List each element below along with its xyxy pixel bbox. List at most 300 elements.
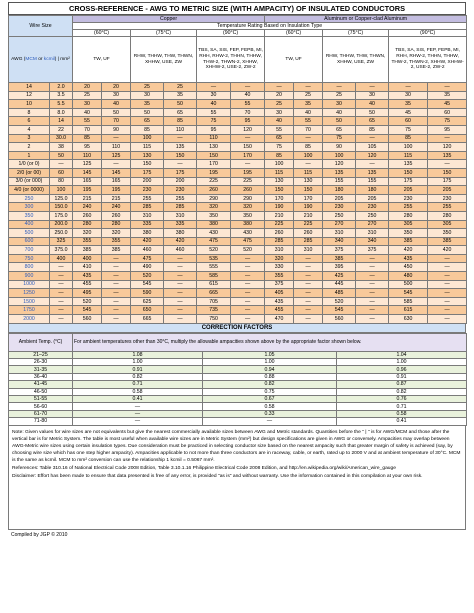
ampacity-cell: 115 <box>389 151 428 160</box>
ampacity-cell: 280 <box>102 220 131 229</box>
table-row <box>9 237 467 246</box>
ampacity-cell: — <box>428 263 467 272</box>
ampacity-cell: 285 <box>131 203 164 212</box>
ampacity-cell: 170 <box>231 151 265 160</box>
table-row <box>9 263 467 272</box>
ampacity-cell: — <box>294 280 323 289</box>
ampacity-cell: — <box>428 315 467 324</box>
ampacity-cell: — <box>231 306 265 315</box>
ampacity-cell: 165 <box>102 177 131 186</box>
ampacity-cell: 135 <box>389 160 428 169</box>
ampacity-cell: 195 <box>73 186 102 195</box>
table-row <box>9 297 467 306</box>
correction-factor-cell: 1.00 <box>73 359 203 366</box>
correction-factor-cell: 0.33 <box>203 410 337 417</box>
ampacity-cell: — <box>102 306 131 315</box>
ampacity-cell: 420 <box>164 237 197 246</box>
ampacity-cell: 70 <box>73 125 102 134</box>
ampacity-cell: 355 <box>73 237 102 246</box>
ampacity-cell: 225 <box>197 177 231 186</box>
ampacity-cell: — <box>231 289 265 298</box>
insulation-type-header-0: TW, UF <box>73 37 131 83</box>
ampacity-cell: 135 <box>356 168 389 177</box>
correction-factor-cell: 0.96 <box>337 366 467 373</box>
temp-header-5: (90°C) <box>389 30 467 37</box>
ampacity-cell: — <box>164 254 197 263</box>
references-text: References: Table 310.16 of National Electrical Code 2008 Edition, Table 3.10.1.16 Philippine Electrical Code 2008 Edition, and http://en.wikipedia.org/wiki/American_wire_gauge <box>12 465 396 471</box>
ampacity-cell: 520 <box>197 246 231 255</box>
awg-cell: 1500 <box>9 297 50 306</box>
ampacity-cell: 75 <box>389 125 428 134</box>
ampacity-cell: 385 <box>323 254 356 263</box>
ampacity-cell: 25 <box>323 91 356 100</box>
ampacity-cell: 65 <box>323 125 356 134</box>
mm2-cell: 400 <box>50 254 73 263</box>
temp-header-0: (60°C) <box>73 30 131 37</box>
correction-factor-cell: 0.82 <box>337 388 467 395</box>
ampacity-cell: 430 <box>231 229 265 238</box>
ampacity-cell: 400 <box>73 254 102 263</box>
ampacity-cell: 40 <box>294 108 323 117</box>
ampacity-cell: — <box>294 306 323 315</box>
ampacity-cell: 615 <box>389 306 428 315</box>
correction-factor-cell: 0.71 <box>337 403 467 410</box>
ampacity-cell: 115 <box>131 143 164 152</box>
awg-cell: 700 <box>9 246 50 255</box>
insulation-type-header-2: TBS, SA, SIS, FEP, FEPB, MI, RHH, RHW-2, THHN, THHW, THW-2, THWN-2, XHHW, XHHW-2, USE-2, ZW-2 <box>197 37 265 83</box>
ampacity-cell: 280 <box>389 211 428 220</box>
awg-cell: 1/0 (or 0) <box>9 160 50 169</box>
ampacity-cell: — <box>164 272 197 281</box>
ampacity-cell: 180 <box>323 186 356 195</box>
ampacity-cell: 55 <box>265 125 294 134</box>
ampacity-cell: 320 <box>231 203 265 212</box>
awg-cell: 8 <box>9 108 50 117</box>
ampacity-cell: 450 <box>389 263 428 272</box>
ampacity-cell: 230 <box>356 203 389 212</box>
ampacity-cell: 340 <box>323 237 356 246</box>
ampacity-cell: 30 <box>356 91 389 100</box>
ampacity-cell: 330 <box>265 263 294 272</box>
ampacity-cell: — <box>164 280 197 289</box>
ampacity-cell: — <box>294 289 323 298</box>
ampacity-cell: 40 <box>356 100 389 109</box>
ampacity-cell: 490 <box>131 263 164 272</box>
ampacity-cell: 375 <box>356 246 389 255</box>
table-row <box>9 168 467 177</box>
ampacity-cell: — <box>231 83 265 92</box>
ampacity-cell: 95 <box>231 117 265 126</box>
ampacity-cell: — <box>102 289 131 298</box>
ampacity-cell: 735 <box>197 306 231 315</box>
correction-row <box>9 418 467 425</box>
ampacity-cell: 45 <box>389 108 428 117</box>
ampacity-cell: 150 <box>428 168 467 177</box>
ampacity-cell: 270 <box>356 220 389 229</box>
ampacity-cell: — <box>164 263 197 272</box>
ampacity-cell: 155 <box>323 177 356 186</box>
ambient-temp-cell: 51-55 <box>9 395 73 402</box>
ampacity-cell: 320 <box>197 203 231 212</box>
ampacity-cell: 520 <box>231 246 265 255</box>
correction-row <box>9 366 467 373</box>
awg-cell: 12 <box>9 91 50 100</box>
correction-factor-cell: — <box>73 410 203 417</box>
ampacity-cell: 40 <box>231 91 265 100</box>
ampacity-cell: 200 <box>164 177 197 186</box>
correction-factor-cell: 0.58 <box>337 410 467 417</box>
ampacity-cell: 630 <box>389 315 428 324</box>
ampacity-cell: — <box>356 315 389 324</box>
mm2-cell: 175.0 <box>50 211 73 220</box>
ampacity-cell: 100 <box>131 134 164 143</box>
mm2-cell: 2.0 <box>50 83 73 92</box>
ampacity-cell: 260 <box>231 186 265 195</box>
ampacity-cell: 545 <box>389 289 428 298</box>
ampacity-cell: 255 <box>389 203 428 212</box>
ampacity-cell: — <box>294 272 323 281</box>
ampacity-cell: 475 <box>131 254 164 263</box>
ampacity-cell: 150 <box>131 160 164 169</box>
table-row <box>9 91 467 100</box>
ambient-temp-cell: 26-30 <box>9 359 73 366</box>
temp-rating-header: Temperature Rating Based on Insulation Type <box>73 23 467 30</box>
table-row <box>9 254 467 263</box>
disclaimer-text: Disclaimer: Effort has been made to ensure that data presented is free of any error, is provided "as is" and without warranty. Use the information contained in this compilation at your own risk. <box>12 473 423 479</box>
ampacity-cell: 585 <box>197 272 231 281</box>
ampacity-cell: — <box>231 272 265 281</box>
correction-factor-cell: 0.76 <box>337 395 467 402</box>
ampacity-cell: 120 <box>428 143 467 152</box>
ambient-temp-cell: 56-60 <box>9 403 73 410</box>
ampacity-cell: 125 <box>73 160 102 169</box>
ampacity-cell: 40 <box>265 117 294 126</box>
ampacity-cell: 25 <box>73 91 102 100</box>
table-row <box>9 203 467 212</box>
ampacity-cell: — <box>428 83 467 92</box>
table-row <box>9 125 467 134</box>
ampacity-cell: 145 <box>73 168 102 177</box>
ampacity-cell: — <box>102 272 131 281</box>
ampacity-cell: — <box>428 134 467 143</box>
insulation-type-header-1: RHW, THHW, THW, THWN, XHHW, USE, ZW <box>131 37 197 83</box>
ampacity-cell: — <box>356 263 389 272</box>
ampacity-cell: 375 <box>323 246 356 255</box>
ampacity-cell: 445 <box>323 280 356 289</box>
awg-cell: 6 <box>9 117 50 126</box>
ampacity-cell: 380 <box>131 229 164 238</box>
awg-cell: 3 <box>9 134 50 143</box>
awg-cell: 1 <box>9 151 50 160</box>
ampacity-cell: 320 <box>265 254 294 263</box>
ampacity-cell: 310 <box>294 246 323 255</box>
ampacity-cell: — <box>428 297 467 306</box>
ampacity-cell: 305 <box>389 220 428 229</box>
ampacity-cell: — <box>294 263 323 272</box>
table-row <box>9 143 467 152</box>
ampacity-cell: 385 <box>389 237 428 246</box>
awg-cell: 250 <box>9 194 50 203</box>
table-row <box>9 100 467 109</box>
ampacity-cell: 285 <box>164 203 197 212</box>
ambient-temp-cell: 21–25 <box>9 351 73 358</box>
awg-cell: 900 <box>9 272 50 281</box>
insulation-type-header-3: TW, UF <box>265 37 323 83</box>
ampacity-cell: 55 <box>73 117 102 126</box>
ampacity-cell: — <box>102 254 131 263</box>
ampacity-cell: 65 <box>356 117 389 126</box>
ampacity-cell: 150 <box>265 186 294 195</box>
ampacity-cell: — <box>428 289 467 298</box>
ampacity-cell: 615 <box>197 280 231 289</box>
ampacity-cell: 195 <box>231 168 265 177</box>
ampacity-cell: — <box>231 280 265 289</box>
ambient-temp-cell: 46-50 <box>9 388 73 395</box>
correction-factor-cell: — <box>73 418 203 425</box>
ampacity-cell: 290 <box>231 194 265 203</box>
credit-text: Compiled by JGP © 2010 <box>11 531 68 538</box>
correction-factor-cell: 0.91 <box>337 373 467 380</box>
correction-factor-cell: 0.87 <box>337 381 467 388</box>
ampacity-cell: — <box>389 83 428 92</box>
ampacity-cell: — <box>428 272 467 281</box>
ampacity-cell: 320 <box>73 229 102 238</box>
ampacity-cell: — <box>428 306 467 315</box>
ampacity-cell: 150 <box>231 143 265 152</box>
ampacity-cell: 25 <box>131 83 164 92</box>
ampacity-cell: 240 <box>102 203 131 212</box>
table-row <box>9 186 467 195</box>
ampacity-cell: — <box>356 83 389 92</box>
ampacity-cell: — <box>356 254 389 263</box>
ampacity-cell: 280 <box>428 211 467 220</box>
ampacity-cell: 355 <box>102 237 131 246</box>
awg-cell: 4 <box>9 125 50 134</box>
ampacity-cell: 260 <box>294 229 323 238</box>
ampacity-cell: 60 <box>389 117 428 126</box>
ampacity-cell: 100 <box>323 151 356 160</box>
ampacity-cell: 180 <box>356 186 389 195</box>
ampacity-cell: 305 <box>428 220 467 229</box>
ampacity-cell: 35 <box>428 91 467 100</box>
ampacity-cell: — <box>356 272 389 281</box>
ampacity-cell: 285 <box>265 237 294 246</box>
mm2-cell: — <box>50 272 73 281</box>
ampacity-cell: 225 <box>294 220 323 229</box>
ampacity-cell: 250 <box>323 211 356 220</box>
correction-factor-cell: — <box>73 403 203 410</box>
ampacity-cell: 650 <box>131 306 164 315</box>
ampacity-cell: 625 <box>131 297 164 306</box>
correction-factor-cell: 1.04 <box>337 351 467 358</box>
ampacity-cell: 65 <box>265 134 294 143</box>
ambient-temp-cell: 71-80 <box>9 418 73 425</box>
ampacity-cell: 535 <box>197 254 231 263</box>
correction-table <box>8 333 467 426</box>
insulation-type-header-4: RHW, THHW, THW, THWN, XHHW, USE, ZW <box>323 37 389 83</box>
ampacity-cell: 165 <box>73 177 102 186</box>
awg-cell: 2 <box>9 143 50 152</box>
ampacity-cell: 350 <box>389 229 428 238</box>
mm2-cell: — <box>50 289 73 298</box>
ampacity-cell: 355 <box>265 272 294 281</box>
ampacity-cell: 35 <box>131 100 164 109</box>
ampacity-cell: 205 <box>356 194 389 203</box>
ampacity-cell: 420 <box>428 246 467 255</box>
ampacity-cell: 310 <box>356 229 389 238</box>
ampacity-cell: 520 <box>323 297 356 306</box>
ampacity-cell: 30 <box>197 91 231 100</box>
ampacity-cell: 340 <box>356 237 389 246</box>
ampacity-cell: 130 <box>294 177 323 186</box>
correction-row <box>9 403 467 410</box>
ampacity-cell: 545 <box>73 306 102 315</box>
ampacity-cell: 260 <box>102 211 131 220</box>
ampacity-cell: — <box>102 280 131 289</box>
ampacity-cell: 705 <box>197 297 231 306</box>
ampacity-cell: 60 <box>428 108 467 117</box>
ampacity-cell: 200 <box>131 177 164 186</box>
mm2-cell: 8.0 <box>50 108 73 117</box>
ampacity-cell: 205 <box>389 186 428 195</box>
mm2-cell: 5.5 <box>50 100 73 109</box>
ampacity-cell: 85 <box>73 134 102 143</box>
ampacity-cell: 40 <box>73 108 102 117</box>
temp-header-1: (75°C) <box>131 30 197 37</box>
ampacity-cell: 130 <box>265 177 294 186</box>
awg-cell: 800 <box>9 263 50 272</box>
ampacity-cell: 215 <box>102 194 131 203</box>
ampacity-cell: 115 <box>294 168 323 177</box>
mm2-cell: 60 <box>50 168 73 177</box>
ampacity-cell: 555 <box>197 263 231 272</box>
mm2-cell: 38 <box>50 143 73 152</box>
ampacity-cell: 35 <box>294 100 323 109</box>
awg-cell: 4/0 (or 0000) <box>9 186 50 195</box>
mm2-cell: 30.0 <box>50 134 73 143</box>
ampacity-cell: 190 <box>265 203 294 212</box>
ampacity-cell: — <box>294 254 323 263</box>
ampacity-cell: 230 <box>131 186 164 195</box>
awg-cell: 1750 <box>9 306 50 315</box>
ampacity-table <box>8 15 467 324</box>
correction-factor-cell: 0.41 <box>337 418 467 425</box>
ampacity-cell: — <box>231 254 265 263</box>
correction-row <box>9 381 467 388</box>
awg-cell: 400 <box>9 220 50 229</box>
correction-factor-cell: 0.94 <box>203 366 337 373</box>
mm2-cell: 22 <box>50 125 73 134</box>
ampacity-cell: 230 <box>428 194 467 203</box>
ampacity-cell: 395 <box>323 263 356 272</box>
ampacity-cell: 545 <box>131 280 164 289</box>
ampacity-cell: 130 <box>131 151 164 160</box>
ampacity-cell: 240 <box>73 203 102 212</box>
ampacity-cell: 210 <box>294 211 323 220</box>
ampacity-cell: 75 <box>197 117 231 126</box>
ampacity-cell: 85 <box>164 117 197 126</box>
ampacity-cell: 350 <box>231 211 265 220</box>
ampacity-cell: 145 <box>102 168 131 177</box>
ambient-temp-cell: 31-35 <box>9 366 73 373</box>
ampacity-cell: — <box>164 289 197 298</box>
ampacity-cell: 480 <box>389 272 428 281</box>
ampacity-cell: 120 <box>231 125 265 134</box>
ampacity-cell: 20 <box>73 83 102 92</box>
mm2-cell: 50 <box>50 151 73 160</box>
correction-factor-cell: — <box>203 418 337 425</box>
awg-cell: 2/0 (or 00) <box>9 168 50 177</box>
ampacity-cell: — <box>356 134 389 143</box>
document-sheet <box>8 2 466 540</box>
ampacity-cell: — <box>356 160 389 169</box>
ampacity-cell: 310 <box>164 211 197 220</box>
table-row <box>9 289 467 298</box>
ampacity-cell: — <box>231 263 265 272</box>
table-row <box>9 211 467 220</box>
ampacity-cell: 155 <box>356 177 389 186</box>
ampacity-cell: 100 <box>265 160 294 169</box>
mm2-cell: 125.0 <box>50 194 73 203</box>
ampacity-cell: 430 <box>197 229 231 238</box>
ampacity-cell: — <box>265 83 294 92</box>
mm2-cell: 200.0 <box>50 220 73 229</box>
ampacity-cell: 385 <box>73 246 102 255</box>
correction-factor-cell: 1.00 <box>337 359 467 366</box>
ampacity-cell: 135 <box>323 168 356 177</box>
ampacity-cell: 420 <box>131 237 164 246</box>
correction-factor-cell: 0.41 <box>73 395 203 402</box>
ampacity-cell: — <box>294 297 323 306</box>
ampacity-cell: — <box>294 134 323 143</box>
ampacity-cell: 205 <box>323 194 356 203</box>
ampacity-cell: 215 <box>73 194 102 203</box>
correction-row <box>9 410 467 417</box>
ampacity-cell: 410 <box>73 263 102 272</box>
ampacity-cell: 250 <box>356 211 389 220</box>
ampacity-cell: 405 <box>265 289 294 298</box>
ampacity-cell: 55 <box>231 100 265 109</box>
ambient-temp-header: Ambient Temp. (°C) <box>9 333 73 351</box>
ampacity-cell: — <box>294 315 323 324</box>
ampacity-cell: 75 <box>428 117 467 126</box>
ampacity-cell: 270 <box>323 220 356 229</box>
ampacity-cell: — <box>164 306 197 315</box>
ampacity-cell: 590 <box>131 289 164 298</box>
ampacity-cell: 35 <box>389 100 428 109</box>
ampacity-cell: 110 <box>197 134 231 143</box>
correction-factor-cell: 0.82 <box>203 381 337 388</box>
correction-row <box>9 388 467 395</box>
ampacity-cell: 350 <box>197 211 231 220</box>
ampacity-cell: — <box>356 289 389 298</box>
ampacity-cell: 20 <box>265 91 294 100</box>
ampacity-cell: 50 <box>356 108 389 117</box>
ampacity-cell: 255 <box>428 203 467 212</box>
ampacity-cell: 455 <box>73 280 102 289</box>
ampacity-cell: 500 <box>389 280 428 289</box>
ampacity-cell: 380 <box>197 220 231 229</box>
ampacity-cell: 65 <box>164 108 197 117</box>
ampacity-cell: 100 <box>389 143 428 152</box>
ampacity-cell: 70 <box>294 125 323 134</box>
correction-factor-cell: 0.75 <box>203 388 337 395</box>
mm2-cell: 250.0 <box>50 229 73 238</box>
ampacity-cell: 495 <box>73 289 102 298</box>
ampacity-cell: 30 <box>102 91 131 100</box>
ampacity-cell: 375 <box>265 280 294 289</box>
ampacity-cell: 260 <box>265 229 294 238</box>
